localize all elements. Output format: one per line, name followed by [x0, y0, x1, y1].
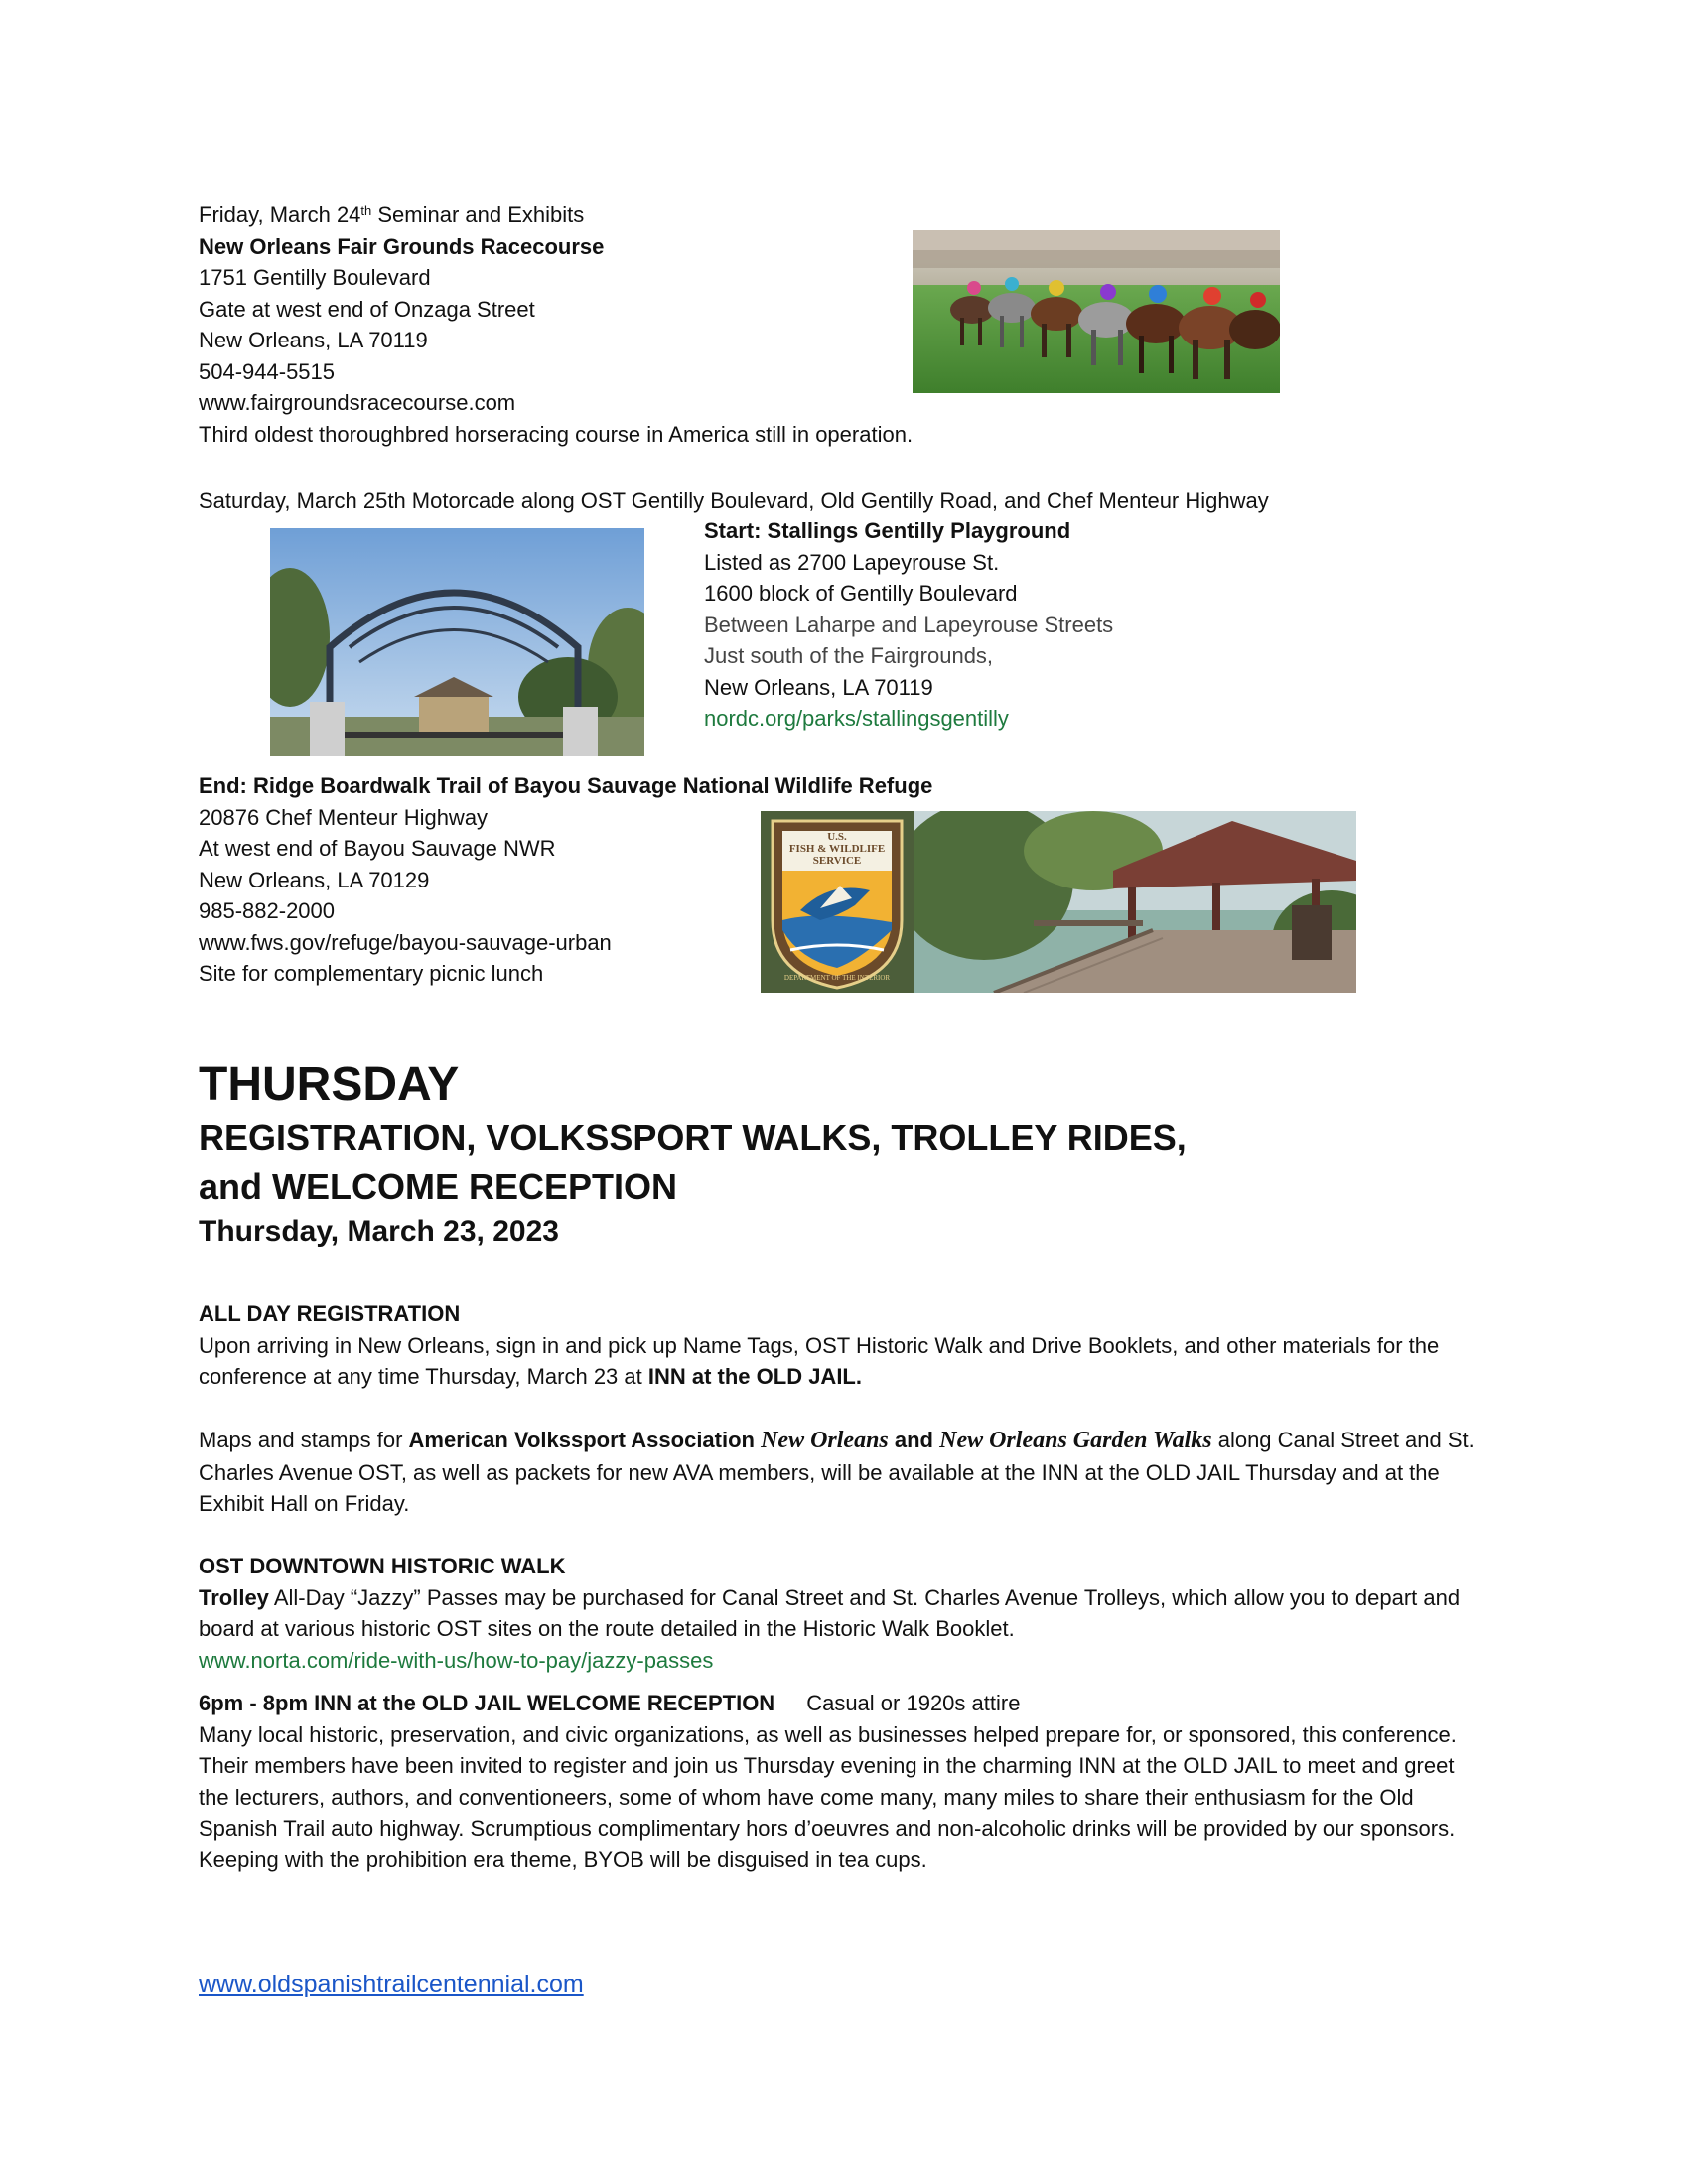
end-line-4[interactable]: www.fws.gov/refuge/bayou-sauvage-urban — [199, 929, 612, 955]
boardwalk-trail-photo — [914, 811, 1356, 993]
end-line-2: New Orleans, LA 70129 — [199, 867, 430, 892]
start-link[interactable]: nordc.org/parks/stallingsgentilly — [704, 706, 1009, 731]
start-line-0: Listed as 2700 Lapeyrouse St. — [704, 549, 1000, 575]
walk-section — [199, 1551, 1489, 1676]
end-title: End: Ridge Boardwalk Trail of Bayou Sauvage National Wildlife Refuge — [199, 773, 933, 798]
thursday-subtitle-2: and WELCOME RECEPTION — [199, 1166, 678, 1207]
fws-logo — [761, 811, 914, 993]
end-line-1: At west end of Bayou Sauvage NWR — [199, 836, 556, 861]
thursday-date: Thursday, March 23, 2023 — [199, 1215, 559, 1248]
fws-line-3: SERVICE — [812, 855, 862, 867]
registration-text: Upon arriving in New Orleans, sign in and pick up Name Tags, OST Historic Walk and Drive Booklets, and other materials for the conference at any time Thursday, March 23 at INN at the OLD JAIL. — [199, 1332, 1440, 1389]
start-title: Start: Stallings Gentilly Playground — [704, 518, 1071, 543]
reception-section — [199, 1688, 1489, 1875]
fws-ring-text: DEPARTMENT OF THE INTERIOR — [783, 974, 891, 982]
friday-venue: New Orleans Fair Grounds Racecourse — [199, 233, 605, 259]
walk-text: Trolley All-Day “Jazzy” Passes may be purchased for Canal Street and St. Charles Avenue Trolleys, which allow you to depart and board at various historic OST sites on the route detailed in the Historic Walk Booklet. — [199, 1584, 1461, 1641]
reception-title: 6pm - 8pm INN at the OLD JAIL WELCOME RECEPTION — [199, 1691, 775, 1715]
start-line-3: Just south of the Fairgrounds, — [704, 643, 994, 668]
reception-text: Many local historic, preservation, and civic organizations, as well as businesses helped prepare for, or sponsored, this conference. Their members have been invited to register and join us Thursday evening in the charming INN at the OLD JAIL to meet and greet the lecturers, authors, and conventioneers, some of whom have come many, many miles to share their enthusiasm for the Old Spanish Trail auto highway. Scrumptious complimentary hors d’oeuvres and non-alcoholic drinks will be provided by our sponsors. Keeping with the prohibition era theme, BYOB will be disguised in tea cups. — [199, 1721, 1457, 1872]
maps-section — [199, 1425, 1489, 1520]
friday-date: Friday, March 24th Seminar and Exhibits — [199, 203, 585, 227]
footer-website-link[interactable]: www.oldspanishtrailcentennial.com — [199, 1971, 584, 1998]
saturday-heading — [199, 485, 1269, 517]
thursday-title: THURSDAY — [199, 1058, 460, 1111]
friday-website[interactable]: www.fairgroundsracecourse.com — [199, 390, 516, 415]
thursday-subtitle-1: REGISTRATION, VOLKSSPORT WALKS, TROLLEY RIDES, — [199, 1117, 1187, 1158]
end-line-3: 985-882-2000 — [199, 898, 336, 923]
thursday-heading-block — [199, 1057, 1187, 1252]
end-line-0: 20876 Chef Menteur Highway — [199, 804, 489, 830]
walk-title: OST DOWNTOWN HISTORIC WALK — [199, 1554, 566, 1578]
maps-text: Maps and stamps for American Volkssport Association New Orleans and New Orleans Garden Walks along Canal Street and St. Charles Avenue OST, as well as packets for new AVA members, will be available at the INN at the OLD JAIL Thursday and at the Exhibit Hall on Friday. — [199, 1428, 1475, 1516]
registration-title: ALL DAY REGISTRATION — [199, 1301, 461, 1326]
start-section — [704, 515, 1113, 735]
horse-racing-photo — [913, 230, 1280, 393]
fws-logo-text — [761, 831, 914, 867]
friday-city: New Orleans, LA 70119 — [199, 328, 428, 352]
fws-line-2: FISH & WILDLIFE — [788, 843, 886, 855]
footer — [199, 1970, 584, 2001]
start-line-2: Between Laharpe and Lapeyrouse Streets — [704, 612, 1114, 637]
friday-note: Third oldest thoroughbred horseracing course in America still in operation. — [199, 421, 914, 447]
registration-section — [199, 1298, 1489, 1393]
start-line-1: 1600 block of Gentilly Boulevard — [704, 581, 1018, 606]
end-line-5: Site for complementary picnic lunch — [199, 961, 544, 986]
fws-line-1: U.S. — [827, 831, 847, 843]
saturday-heading-text: Saturday, March 25th Motorcade along OST Gentilly Boulevard, Old Gentilly Road, and Chef Menteur Highway — [199, 488, 1269, 513]
friday-section — [199, 200, 913, 450]
friday-address1: 1751 Gentilly Boulevard — [199, 265, 431, 290]
walk-link[interactable]: www.norta.com/ride-with-us/how-to-pay/jazzy-passes — [199, 1647, 714, 1673]
friday-phone: 504-944-5515 — [199, 358, 336, 384]
start-line-4: New Orleans, LA 70119 — [704, 674, 933, 700]
friday-address2: Gate at west end of Onzaga Street — [199, 296, 535, 322]
stallings-playground-photo — [270, 528, 644, 756]
reception-title-line — [199, 1688, 1489, 1719]
reception-attire: Casual or 1920s attire — [806, 1691, 1021, 1715]
